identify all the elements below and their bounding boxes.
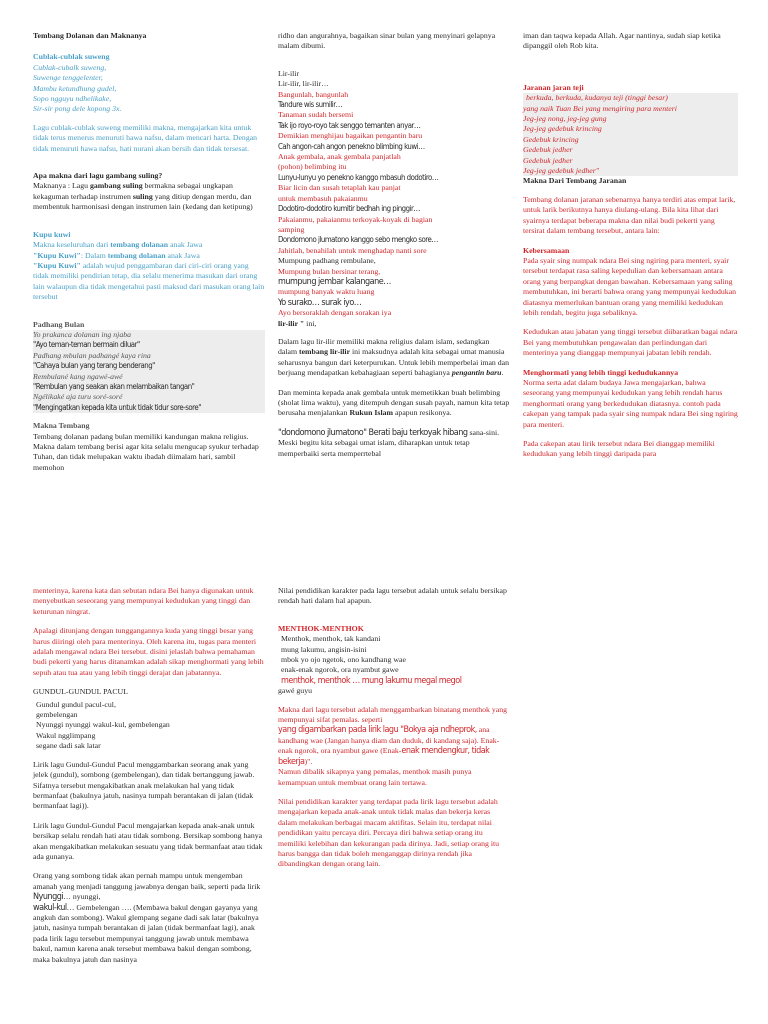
lyric-translation: Biar licin dan susah tetaplah kau panjat bbox=[278, 183, 401, 193]
lyric-translation: Anak gembala, anak gembala panjatlah bbox=[278, 152, 401, 162]
text-run: Rukun Islam bbox=[349, 408, 394, 418]
text-run: suling bbox=[132, 191, 153, 201]
lyric-line: Jeg-jeg gedebuk jedher" bbox=[523, 166, 600, 176]
paragraph bbox=[278, 705, 510, 788]
paragraph: Lirik lagu Gundul-Gundul Pacul mengajarkan kepada anak-anak untuk bersikap selalu rendah hati atau tidak sombong. Bersikap sombong hanya akan mengakibatkan melakukan sesuatu yang tidak bermanfaat atau tidak ada gunanya. bbox=[33, 820, 263, 861]
kupu-section bbox=[33, 230, 265, 303]
lyric-line: Tak ijo royo-royo tak senggo temanten anyar… bbox=[278, 120, 421, 130]
paragraph: Norma serta adat dalam budaya Jawa mengajarkan, bahwa seseorang yang mempunyai kedudukan yang lebih rendah harus menghormati orang yang berkedudukan diatasnya. contoh pada cakepan yang tampak pada syair sing numpak ndara Bei sing ngiring para menteri. bbox=[523, 377, 738, 429]
lyric-line: Cublak-cubalk suweng, bbox=[33, 62, 107, 72]
paragraph bbox=[33, 871, 265, 965]
subheading-kebersamaan: Kebersamaan bbox=[523, 245, 570, 255]
paragraph bbox=[278, 337, 510, 379]
lyric-line: mung lakumu, angisin-isini bbox=[281, 644, 367, 654]
lyric-translation: Pakaianmu, pakaianmu terkoyak-koyak di bagian bbox=[278, 214, 433, 224]
paragraph: Nilai pendidikan karakter yang terdapat pada lirik lagu tersebut adalah mengajarkan kepada anak-anak untuk tidak malas dan bekerja keras dalam melakukan berbagai macam aktifitas. Selain itu, terdapat nilai pendidikan yaitu percaya diri. Percaya diri bahwa setiap orang itu memiliki kelebihan dan kekurangan pada dirinya. Jadi, setiap orang itu harus bangga dan tidak boleh menganggap dirinya rendah jika dibandingkan dengan orang lain. bbox=[278, 796, 500, 869]
lyric-line: Jeg-jeg nong, jeg-jeg gung bbox=[523, 114, 607, 124]
lyric-line: segane dadi sak latar bbox=[36, 741, 101, 751]
lyric-line: Ngélikaké aja turu soré-soré bbox=[33, 392, 123, 402]
lyric-translation: mumpung banyak waktu luang bbox=[278, 287, 375, 297]
page1-column-1 bbox=[33, 31, 265, 482]
lyric-line: mumpung jembar kalangane… bbox=[278, 276, 391, 287]
lyric-translation: Demikian menghijau bagaikan pengantin baru bbox=[278, 131, 423, 141]
lyric-line: Padhang mbulan padhangé kaya rina bbox=[33, 350, 151, 360]
page1-column-2 bbox=[278, 31, 510, 468]
page1-column-3 bbox=[523, 31, 738, 469]
text-run: apapun resikonya. bbox=[393, 408, 452, 418]
text-run: ciri-ciri orang yang tidak memiliki pendirian tetap, dia selalu menerima masukan dari orang lain walaupun dia tidak mengetahui pasti maksud dari masukan orang lain tersebut bbox=[33, 260, 265, 302]
text-run: . bbox=[501, 368, 504, 378]
paragraph: Apalagi ditunjang dengan tunggangannya kuda yang tinggi besar yang harus diiringi oleh para menterinya. Oleh karena itu, tugas para menteri adalah mengawal ndara Bei tersebut. disini jelaslah bahwa pemahaman budi pekerti yang harus ditanamkan adalah sikap menghormati yang lebih sepuh atau tua atau yang lebih tinggi derajat dan jabatannya. bbox=[33, 626, 264, 677]
subheading-menghormati: Menghormati yang lebih tinggi kedudukannya bbox=[523, 367, 679, 377]
lyric-line: yang naik Tuan Bei yang mengiring para menteri bbox=[523, 103, 677, 113]
text-run: … nyunggi, bbox=[63, 892, 101, 902]
lyric-line: berkuda, berkuda, kudanya teji (tinggi besar) bbox=[526, 93, 668, 103]
lyric-line: Gundul gundul pacul-cul, bbox=[36, 699, 116, 709]
lyric-line: Nyunggi nyunggi wakul-kul, gembelengan bbox=[36, 720, 170, 730]
lirilir-song bbox=[278, 69, 510, 329]
text-run: … Gembelengan …. (Membawa bakul dengan gayanya yang angkuh dan sombong). Wakul glempang segane dadi sak latar (bakulnya jatuh, nasinya tumpah berantakan di jalan (tidak bermanfaat lagi), anak pada lirik lagu tersebut mempunyai tanggung jawab untuk membawa bakul, namun karena anak tersebut membawa bakul dengan sombong, maka bakulnya jatuh dan nasinya bbox=[33, 902, 259, 964]
lyric-line: Yo surako… surak iyo… bbox=[278, 297, 362, 308]
question-block bbox=[33, 171, 265, 213]
song-title-lirilir: Lir-ilir bbox=[278, 68, 300, 78]
lyric-translation: "Cahaya bulan yang terang benderang" bbox=[33, 361, 155, 371]
text-run: "dondomono jlumatono" bbox=[278, 427, 367, 438]
text-run: Makna dari lagu tersebut adalah menggambarkan binatang menthok yang mempunyai sifat pemalas. seperti bbox=[278, 704, 508, 725]
song-title-kupu: Kupu kuwi bbox=[33, 229, 71, 239]
text-run: adalah wujud penggambaran dari bbox=[80, 260, 187, 270]
section-heading-jaranan: Makna Dari Tembang Jaranan bbox=[523, 176, 627, 186]
text-run: Maknanya : Lagu bbox=[33, 181, 90, 191]
lyric-translation: untuk membasuh pakaianmu bbox=[278, 193, 368, 203]
paragraph: Lagu cublak-cublak suweng memiliki makna, mengajarkan kita untuk tidak terus menerus menuruti hawa nafsu, dalam mencari harta. Dengan tidak menuruti hawa nafsu, hati nurani akan bersih dan tidak tersesat. bbox=[33, 122, 258, 153]
text-run: sana-sini. Meski begitu kita sebagai umat islam, diharapkan untuk tetap memperbaiki serta memperrtebal bbox=[278, 427, 500, 458]
text-run: tembang dolanan bbox=[107, 250, 166, 260]
lyric-line: Lunyu-lunyu yo penekno kanggo mbasuh dodotiro… bbox=[278, 172, 439, 182]
lyric-line: Menthok, menthok, tak kandani bbox=[281, 634, 381, 644]
song-title-menthok: MENTHOK-MENTHOK bbox=[278, 623, 364, 633]
text-run: Nyunggi bbox=[33, 892, 64, 903]
lyric-translation: Tanaman sudah bersemi bbox=[278, 110, 354, 120]
lyric-line: Sir-sir pong dele kopong 3x. bbox=[33, 104, 122, 114]
text-run: Dalam lagu lir-ilir memiliki makna religius dalam islam, sedangkan dalam bbox=[278, 336, 490, 357]
lyric-translation: Bangunlah, bangunlah bbox=[278, 89, 349, 99]
text-run: : Dalam bbox=[80, 250, 108, 260]
paragraph bbox=[278, 428, 510, 459]
text-run: enak mendengkur, tidak bekerja bbox=[278, 746, 490, 767]
lyric-translation: Jahitlah, benahilah untuk menghadap nanti sore bbox=[278, 245, 427, 255]
gundul-song bbox=[33, 687, 265, 751]
lyric-line: Gedebuk krincing bbox=[523, 134, 579, 144]
lyric-line: Gedebuk jedher bbox=[523, 145, 573, 155]
text-run: Dan meminta kepada anak gembala untuk memetikkan buah belimbing (sholat lima waktu), yang ditempuh dengan susah payah, namun kita tetap berusaha menjalankan bbox=[278, 387, 510, 418]
paragraph: Lirik lagu Gundul-Gundul Pacul menggambarkan seorang anak yang jelek (gundul), sombong (gembelengan), dan tidak bertanggung jawab. Sifatnya tersebut mengakibatkan anak melakukan hal yang tidak bermanfaat (bakulnya jatuh, nasinya tumpah berantakan di jalan (tidak bermanfaat lagi)). bbox=[33, 759, 255, 811]
lyric-line: gawé guyu bbox=[278, 686, 312, 696]
padhang-section bbox=[33, 320, 265, 414]
lyric-line: Dodotiro-dodotiro kumitir bedhah ing pinggir… bbox=[278, 204, 420, 214]
lyric-line: Sopo ngguyu ndhelikake, bbox=[33, 94, 112, 104]
lyric-translation: "Ayo teman-teman bermain diluar" bbox=[33, 340, 140, 350]
lyric-translation: Mumpung bulan bersinar terang, bbox=[278, 266, 381, 276]
lyric-line: Lir-ilir, lir-ilir… bbox=[278, 79, 329, 89]
text-run: bermakna sebagai ungkapan kekaguman terhadap instrumen bbox=[33, 181, 233, 201]
song-title-gundul: GUNDUL-GUNDUL PACUL bbox=[33, 687, 128, 697]
text-run: "Kupu Kuwi" bbox=[33, 250, 81, 260]
text-run: Orang yang sombong tidak akan pernah mampu untuk mengemban amanah yang menjadi tanggung jawabnya dengan baik, seperti pada lirik bbox=[33, 871, 261, 891]
text-run: Berati baju terkoyak hibang bbox=[366, 427, 468, 438]
text-run: Namun dibalik sikapnya yang pemalas, menthok masih punya kemampuan untuk membuat orang lain tertawa. bbox=[278, 767, 472, 787]
text-run: ana kandhang wae (Jangan hanya diam dan duduk, di kandang saja). Enak-enak ngorok, ora nyambut gawe (Enak- bbox=[278, 725, 500, 756]
lyric-line: Wakul ngglimpang bbox=[36, 730, 96, 740]
text-run: "Bokya aja ndheprok, bbox=[398, 725, 477, 736]
paragraph: Nilai pendidikan karakter pada lagu tersebut adalah untuk selalu bersikap rendah hati dalam hal apapun. bbox=[278, 586, 507, 606]
song-title-padhang: Padhang Bulan bbox=[33, 319, 85, 329]
lyric-line: Gedebuk jedher bbox=[523, 155, 573, 165]
lyric-translation: Ayo bersoraklah dengan sorakan iya bbox=[278, 308, 392, 318]
lyric-translation: "Mengingatkan kepada kita untuk tidak tidur sore-sore" bbox=[33, 402, 201, 412]
lyric-line: Dondomono jlumatono kanggo sebo mengko sore… bbox=[278, 235, 438, 245]
question-heading: Apa makna dari lagu gambang suling? bbox=[33, 171, 163, 181]
paragraph: Tembang dolanan jaranan sebenarnya hanya terdiri atas empat larik, untuk larik berikutnya hanya diulang-ulang. Bila kita lihat dari syairnya terdapat beberapa makna dan nilai budi pekerti yang tersirat dalam tembang tersebut, antara lain: bbox=[523, 194, 736, 236]
text-run: tembang dolanan bbox=[110, 240, 169, 250]
lyric-translation: "Rembulan yang seakan akan melambaikan tangan" bbox=[33, 381, 195, 391]
text-run: gambang suling bbox=[89, 181, 143, 191]
paragraph: Kedudukan atau jabatan yang tinggi tersebut diibaratkan bagai ndara Bei yang membutuhkan pengawalan dan perlindungan dari menterinya yang dianggap mempunyai jabatan lebih rendah. bbox=[523, 327, 738, 358]
paragraph: iman dan taqwa kepada Allah. Agar nantinya, sudah siap ketika dipanggil oleh Rob kita. bbox=[523, 31, 721, 51]
paragraph: Pada cakepan atau lirik tersebut ndara Bei dianggap memiliki kedudukan yang lebih tinggi daripada para bbox=[523, 439, 715, 459]
text-run: pengantin baru bbox=[451, 368, 502, 378]
text-run: )". bbox=[304, 756, 313, 766]
lyric-translation: samping bbox=[278, 224, 305, 234]
text-run: ini maksudnya adalah kita sebagai umat manusia seharusnya bangun dari keterpurukan. Untuk lebih memperbelai iman dan berjuang mendapatkan kebahagiaan seperti bahagianya bbox=[278, 347, 510, 378]
paragraph bbox=[278, 388, 510, 419]
lyric-line: mbok yo ojo ngetok, ono kandhang wae bbox=[281, 655, 406, 665]
lyric-line: Rembulané kang ngawé-awé bbox=[33, 371, 123, 381]
lyric-line: Mumpung padhang rembulane, bbox=[278, 256, 376, 266]
page2-column-1 bbox=[33, 586, 265, 974]
song-title-jaranan: Jaranan jaran teji bbox=[523, 82, 584, 92]
text-run: yang digambarkan pada lirik lagu bbox=[278, 725, 399, 736]
section-heading-makna: Makna Tembang bbox=[33, 421, 90, 431]
song-title-cublak: Cublak-cublak suweng bbox=[33, 52, 110, 62]
jaranan-song bbox=[523, 83, 738, 177]
lyric-translation: (pohon) belimbing itu bbox=[278, 162, 347, 172]
lyric-line: enak-enak ngorok, ora nyambut gawe bbox=[281, 665, 399, 675]
lyric-line: Mambu ketundhung gudel, bbox=[33, 83, 117, 93]
text-run: yang ditiup dengan merdu, dan membentuk harmonisasi dengan instrumen lain (kedang dan ketipung) bbox=[33, 191, 253, 212]
menthok-song bbox=[278, 624, 510, 697]
text-run: tembang lir-ilir bbox=[299, 347, 351, 357]
lyric-line: Jeg-jeg gedebuk krincing bbox=[523, 124, 602, 134]
lyric-line: Yo prakanca dolanan ing njaba bbox=[33, 329, 132, 339]
text-run: "Kupu Kuwi" bbox=[33, 260, 81, 270]
page-title: Tembang Dolanan dan Maknanya bbox=[33, 31, 147, 40]
lyric-line: gembelengan bbox=[36, 710, 78, 720]
lyric-line: menthok, menthok … mung lakumu megal megol bbox=[281, 675, 462, 686]
lyric-line: Cah angon-cah angon penekno blimbing kuwi… bbox=[278, 141, 425, 151]
lyric-line: Suwenge tenggelenter, bbox=[33, 73, 103, 83]
paragraph: menterinya, karena kata dan sebutan ndara Bei hanya digunakan untuk menyebutkan seseorang yang mempunyai kedudukan yang tinggi dan keturunan ningrat. bbox=[33, 586, 254, 616]
paragraph: Tembang dolanan padang bulan memiliki kandungan makna religius. Makna dalam tembang berisi agar kita selalu mengucap syukur terhadap Tuhan, dan tidak melupakan waktu ibadah diimalam hari, sambil memohon bbox=[33, 431, 259, 472]
lyric-line: Tandure wis sumilir… bbox=[278, 100, 343, 110]
page2-column-2 bbox=[278, 586, 510, 879]
lyric-line: lir-ilir " bbox=[278, 318, 305, 328]
text-run: Makna keseluruhan dari bbox=[33, 240, 111, 250]
cublak-song bbox=[33, 52, 265, 114]
text-run: ini, bbox=[304, 318, 317, 328]
paragraph: Pada syair sing numpak ndara Bei sing ngiring para menteri, syair tersebut terdapat rasa saling kepedulian dan kebersamaan antara orang yang berpangkat dengan bawahan. Kebersamaan yang saling membutuhkan, ini berarti bahwa orang yang mempunyai kedudukan diatasnya memerlukan bantuan orang yang memiliki kedudukan lebih rendah, begitu juga sebaliknya. bbox=[523, 255, 737, 317]
paragraph: ridho dan angurahnya, bagaikan sinar bulan yang menyinari gelapnya malam dibumi. bbox=[278, 31, 496, 51]
text-run: wakul-kul bbox=[33, 902, 67, 913]
text-run: anak Jawa bbox=[168, 240, 203, 250]
text-run: anak Jawa bbox=[165, 250, 200, 260]
